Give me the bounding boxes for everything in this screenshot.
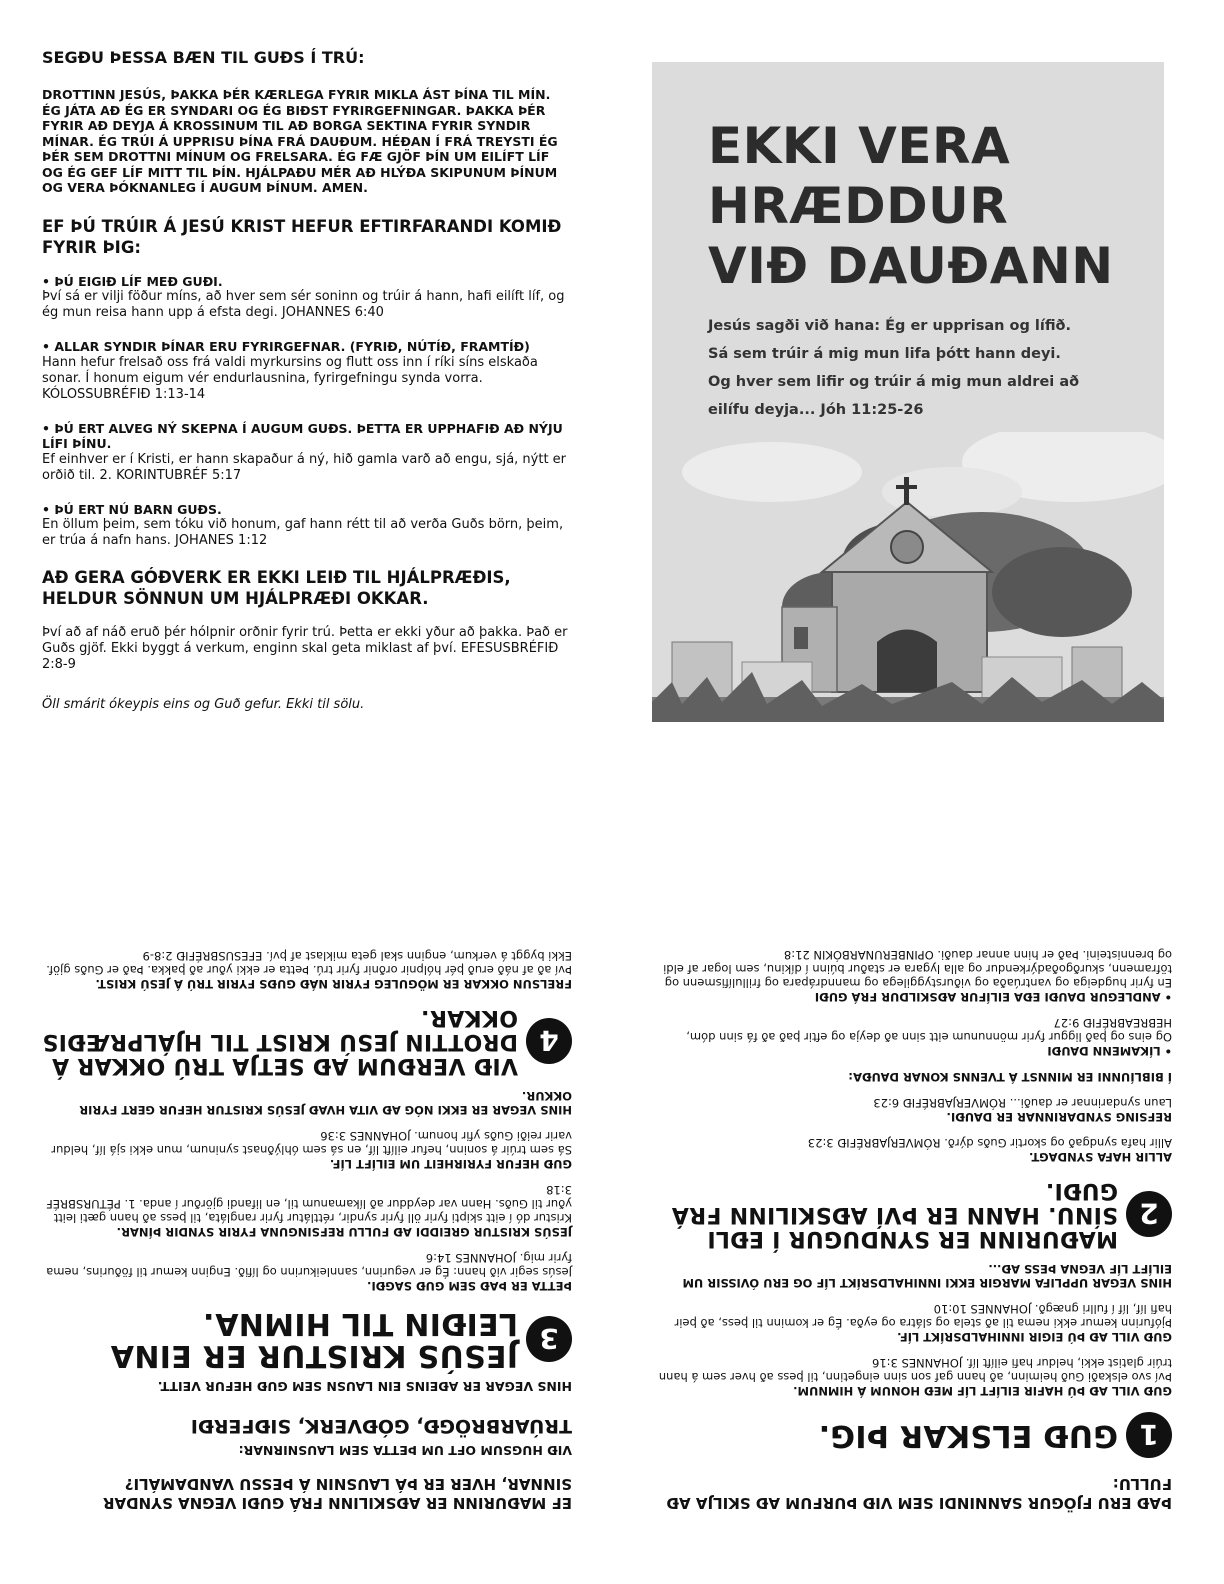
block-caption: • ANDLEGUR DAUÐI EÐA EILÍFUR AÐSKILDUR FRÁ GUÐI <box>814 990 1172 1004</box>
verse-line: eilífu deyja... Jóh 11:25-26 <box>708 402 924 418</box>
works-text: Því að af náð eruð þér hólpnir orðnir fyrir trú. Þetta er ekki yður að þakka. Það er Guðs gjöf. Ekki byggt á verkum, enginn skal geta miklast af því. EFESUSBRÉFIÐ 2:8-9 <box>42 625 568 672</box>
block-caption: ÞETTA ER ÞAÐ SEM GUÐ SAGÐI. <box>367 1279 572 1293</box>
block-caption: • LÍKAMENN DAUÐI <box>1047 1044 1172 1058</box>
text-block <box>652 1016 1172 1058</box>
block-caption: ALLIR HAFA SYNDAGT. <box>1028 1150 1172 1164</box>
block-caption: HINS VEGAR UPPLIFA MARGIR EKKI INNIHALDSRÍKT LÍF OG ERU ÓVISSIR UM EILÍFT LÍF VEGNA ÞESS AÐ... <box>682 1262 1172 1290</box>
verse-line: Og hver sem lifir og trúir á mig mun aldrei að <box>708 374 1080 390</box>
block-caption: GUÐ HEFUR FYRIRHEIT UM EILÍFT LÍF. <box>329 1157 572 1171</box>
block-text: Og eins og það liggur fyrir mönnunum eitt sinn að deyja og eftir það að fá sinn dóm, HEBREABRÉFIÐ 9:27 <box>686 1016 1172 1044</box>
text-block <box>40 1183 572 1239</box>
section-3-heading <box>40 1307 572 1371</box>
text-block <box>40 1251 572 1293</box>
verse-line: Sá sem trúir á mig mun lifa þótt hann deyi. <box>708 346 1061 362</box>
benefit-caption: • ÞÚ ERT NÚ BARN GUÐS. <box>42 501 222 517</box>
text-block <box>40 1089 572 1117</box>
block-caption: Í BIBLÍUNNI ER MINNST Á TVENNS KONAR DAUÐA: <box>848 1070 1172 1084</box>
section-title: JESÚS KRISTUR ER EINA LEIÐIN TIL HIMNA. <box>110 1306 518 1373</box>
prayer-heading: SEGÐU ÞESSA BÆN TIL GUÐS Í TRÚ: <box>42 48 365 67</box>
believe-heading: EF ÞÚ TRÚIR Á JESÚ KRIST HEFUR EFTIRFARANDI KOMIÐ FYRIR ÞIG: <box>42 216 562 257</box>
cover-verse <box>708 312 1138 424</box>
block-caption: FRELSUN OKKAR ER MÖGULEG FYRIR NÁÐ GUÐS FYRIR TRÚ Á JESÚ KRIST. <box>95 977 572 991</box>
benefit-caption: • ALLAR SYNDIR ÞÍNAR ERU FYRIRGEFNAR. (FYRIÐ, NÚTÍÐ, FRAMTÍÐ) <box>42 339 530 354</box>
text-block <box>652 948 1172 1004</box>
text-block <box>652 1302 1172 1344</box>
verse-line: Jesús sagði við hana: Ég er upprisan og lífið. <box>708 318 1072 334</box>
block-text: Því svo elskaði Guð heiminn, að hann gaf son sinn eingetinn, til þess að hver sem á hann trúir glatist ekki, heldur hafi eilíft líf. JOHANNES 3:16 <box>658 1356 1172 1384</box>
block-caption: HINS VEGAR ER EKKI NÓG AÐ VITA HVAÐ JESÚS KRISTUR HEFUR GERT FYRIR OKKUR. <box>79 1089 572 1117</box>
chapel-photo <box>652 432 1164 722</box>
block-text: Þjófurinn kemur ekki nema til að stela og slátra og eyða. Ég er kominn til þess, að þeir hafi líf, líf í fullri gnægð. JOHANNES 10:10 <box>674 1302 1172 1330</box>
text-block <box>652 1262 1172 1290</box>
solutions-caption: VIÐ HUGSUM OFT UM ÞETTA SEM LAUSNIRNAR: <box>238 1443 572 1458</box>
cover-title-line: VIÐ DAUÐANN <box>708 237 1114 295</box>
benefit-text: Ef einhver er í Kristi, er hann skapaður á ný, hið gamla varð að engu, sjá, nýtt er orðið til. 2. KORINTUBRÉF 5:17 <box>42 451 567 483</box>
text-block <box>652 1070 1172 1084</box>
block-caption: GUÐ VILL AÐ ÞÚ HAFIR EILÍFT LÍF MEÐ HONUM Á HIMNUM. <box>793 1384 1172 1398</box>
truths-intro: ÞAÐ ERU FJÖGUR SANNINDI SEM VIÐ ÞURFUM AÐ SKILJA AÐ FULLU: <box>666 1475 1172 1512</box>
block-text: En fyrir hugdeiga og vantrúaða og viðurstyggilega og manndrápara og frillulífismenn og töframenn, skurðgoðadýrkendur og alla lygara er staður búinn í díkinu, sem logar af eldi og brennisteini. Það er hinn annar dauði. OPINBERUNARBÓKIN 21:8 <box>663 948 1172 990</box>
benefit-item <box>42 339 572 403</box>
solution-intro: EF MAÐURINN ER AÐSKILINN FRÁ GUÐI VEGNA SYNDAR SINNAR, HVER ER ÞÁ LAUSNIN Á ÞESSU VANDAMÁLI? <box>102 1475 572 1512</box>
block-caption: REFSING SYNDARINNAR ER DAUÐI. <box>946 1110 1172 1124</box>
section-number-badge: 3 <box>526 1316 572 1362</box>
four-truths-panel-b <box>40 852 572 1512</box>
works-heading: AÐ GERA GÓÐVERK ER EKKI LEIÐ TIL HJÁLPRÆÐIS, HELDUR SÖNNUN UM HJÁLPRÆÐI OKKAR. <box>42 568 511 608</box>
benefit-caption: • ÞÚ EIGIÐ LÍF MEÐ GUÐI. <box>42 273 223 289</box>
benefit-caption: • ÞÚ ERT ALVEG NÝ SKEPNA Í AUGUM GUÐS. ÞETTA ER UPPHAFIÐ AÐ NÝJU LÍFI ÞÍNU. <box>42 420 563 451</box>
benefit-text: En öllum þeim, sem tóku við honum, gaf hann rétt til að verða Guðs börn, þeim, er trúa á nafn hans. JOHANES 1:12 <box>42 517 564 548</box>
cover-title-line: HRÆDDUR <box>708 177 1009 235</box>
benefit-item <box>42 502 572 550</box>
prayer-panel <box>42 48 572 712</box>
section-title: MAÐURINN ER SYNDUGUR Í EÐLI SÍNU. HANN ER ÞVÍ AÐSKILINN FRÁ GUÐI. <box>671 1178 1118 1251</box>
text-block <box>652 1136 1172 1164</box>
block-text: Því að af náð eruð þér hólpnir orðnir fyrir trú. Þetta er ekki yður að þakka. Það er Guðs gjöf. Ekki byggt á verkum, enginn skal geta miklast af því. EFESUSBRÉFIÐ 2:8-9 <box>46 949 572 977</box>
four-truths-panel-a <box>652 852 1172 1512</box>
cover-title <box>708 116 1114 296</box>
section-2-heading <box>652 1178 1172 1250</box>
section-4-heading <box>40 1005 572 1077</box>
benefit-item <box>42 274 572 322</box>
text-block <box>652 1096 1172 1124</box>
block-text: Laun syndarinnar er dauði... RÓMVERJABRÉFIÐ 6:23 <box>873 1096 1172 1110</box>
only-solution-caption: HINS VEGAR ER AÐEINS EIN LAUSN SEM GUÐ HEFUR VEITT. <box>157 1379 572 1395</box>
section-number-badge: 2 <box>1126 1191 1172 1237</box>
cover-title-line: EKKI VERA <box>708 117 1011 175</box>
section-1-heading <box>652 1412 1172 1458</box>
text-block <box>40 949 572 991</box>
block-caption: GUÐ VILL AÐ ÞÚ EIGIR INNIHALDSRÍKT LÍF. <box>897 1330 1172 1344</box>
benefit-text: Hann hefur frelsað oss frá valdi myrkursins og flutt oss inn í ríki síns elskaða sonar. Í honum eigum vér endurlausnina, fyrirgefningu synda vorra. KÓLOSSUBRÉFIÐ 1:13-14 <box>42 354 538 402</box>
block-text: Kristur dó í eitt skipti fyrir öll fyrir syndir, réttlátur fyrir rangláta, til þess að hann gæti leitt yður til Guðs. Hann var deyddur að líkamanum til, en lifandi gjörður í anda. 1. PÉTURSBRÉF 3:18 <box>46 1183 572 1225</box>
block-caption: JESÚS KRISTUR GREIDDI AÐ FULLU REFSINGUNA FYRIR SYNDIR ÞÍNAR. <box>116 1225 572 1239</box>
block-text: Allir hafa syndgað og skortir Guðs dýrð. RÓMVERJABRÉFIÐ 3:23 <box>807 1136 1172 1150</box>
benefit-text: Því sá er vilji föður míns, að hver sem sér soninn og trúir á hann, hafi eilíft líf, og ég mun reisa hann upp á efsta degi. JOHANNES 6:40 <box>42 289 565 320</box>
benefit-item <box>42 421 572 484</box>
text-block <box>40 1129 572 1171</box>
block-text: Jesús segir við hann: Ég er vegurinn, sannleikurinn og lífið. Enginn kemur til föðurins, nema fyrir mig. JOHANNES 14:6 <box>46 1251 572 1279</box>
section-title: GUÐ ELSKAR ÞIG. <box>818 1418 1118 1453</box>
block-text: Sá sem trúir á soninn, hefur eilíft líf, en sá sem óhlýðnast syninum, mun ekki sjá líf, heldur varir reiði Guðs yfir honum. JOHANNES 3:36 <box>51 1129 572 1157</box>
section-number-badge: 1 <box>1126 1412 1172 1458</box>
section-number-badge: 4 <box>526 1018 572 1064</box>
section-title: VIÐ VERÐUM AÐ SETJA TRÚ OKKAR Á DROTTIN JESÚ KRIST TIL HJÁLPRÆÐIS OKKAR. <box>42 1005 518 1078</box>
free-note: Öll smárit ókeypis eins og Guð gefur. Ekki til sölu. <box>42 697 365 712</box>
text-block <box>652 1356 1172 1398</box>
solutions-trio: TRÚARBRÖGÐ, GÓÐVERK, SIÐFERÐI <box>190 1415 572 1438</box>
prayer-text: DROTTINN JESÚS, ÞAKKA ÞÉR KÆRLEGA FYRIR MIKLA ÁST ÞÍNA TIL MÍN. ÉG JÁTA AÐ ÉG ER SYNDARI OG ÉG BIÐST FYRIRGEFNINGAR. ÞAKKA ÞÉR FYRIR AÐ DEYJA Á KROSSINUM TIL AÐ BORGA SEKTINA FYRIR SYNDIR MÍNAR. ÉG TRÚI Á UPPRISU ÞÍNA FRÁ DAUÐUM. HÉÐAN Í FRÁ TREYSTI ÉG ÞÉR SEM DROTTNI MÍNUM OG FRELSARA. ÉG FÆ GJÖF ÞÍN UM EILÍFT LÍF OG ÉG GEF LÍF MITT TIL ÞÍN. HJÁLPAÐU MÉR AÐ HLÝÐA SKIPUNUM ÞÍNUM OG VERA ÞÓKNANLEG Í AUGUM ÞÍNUM. AMEN. <box>42 87 558 195</box>
cover-panel <box>652 62 1164 722</box>
